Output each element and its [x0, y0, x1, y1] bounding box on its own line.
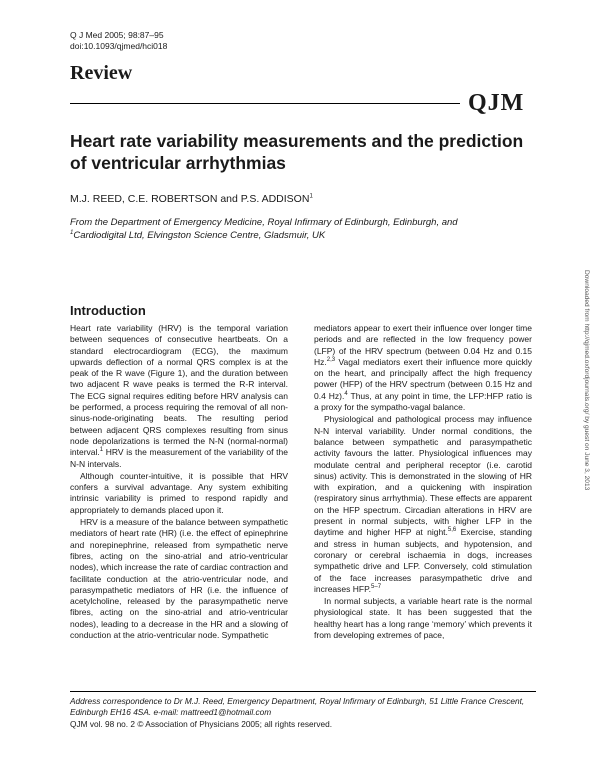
paragraph: In normal subjects, a variable heart rate is the normal physiological state. It has been suggested that the healthy heart has a long range ‘memory’ which prevents it from developing extremes of pace, [314, 596, 532, 641]
footer-rule [70, 691, 536, 692]
paragraph [314, 414, 532, 595]
journal-logo: QJM [468, 90, 525, 116]
text-run: Physiological and pathological process may influence N-N interval variability. Under normal conditions, the balance between sympathetic and parasympathetic activity favours the latter. Physiological influences may modulate central and peripheral receptor (i.e. carotid sinus) activity. This is demonstrated in the slowing of HR with expiration, and a quickening with inspiration (respiratory sinus arrhythmia). These effects are apparent on the HFP spectrum. Circadian alterations in HRV are present in normal subjects, with higher LFP in the daytime and higher HFP at night. [314, 414, 532, 538]
text-run: mediators appear to exert their influence over longer time periods and are reflected in the low frequency power (LFP) of the HRV spectrum (between 0.04 Hz and 0.15 Hz. [314, 323, 532, 367]
download-link[interactable]: http://qjmed.oxfordjournals.org/ [583, 323, 590, 415]
text-run: Thus, at any point in time, the LFP:HFP ratio is a proxy for the sympatho-vagal balance. [314, 390, 532, 413]
text-run: Vagal mediators exert their influence more quickly on the heart, and principally affect the high frequency power (HFP) of the HRV spectrum (between 0.15 Hz and 0.4 Hz). [314, 356, 532, 401]
correspondence-address: Address correspondence to Dr M.J. Reed, Emergency Department, Royal Infirmary of Edinburgh, 51 Little France Crescent, Edinburgh EH16 4SA. e-mail: mattreed1@hotmail.com [70, 696, 525, 717]
download-suffix: by guest on June 3, 2013 [583, 414, 590, 491]
citation-marker: 5,6 [447, 527, 457, 534]
left-column [70, 323, 288, 641]
author-list [70, 193, 313, 205]
text-run: HRV is the measurement of the variability of the N-N intervals. [70, 447, 288, 469]
download-prefix: Downloaded from [583, 270, 590, 324]
affiliation-2: Cardiodigital Ltd, Elvingston Science Centre, Gladsmuir, UK [73, 230, 326, 241]
doi: doi:10.1093/qjmed/hci018 [70, 41, 168, 51]
copyright-line: QJM vol. 98 no. 2 © Association of Physicians 2005; all rights reserved. [70, 719, 333, 729]
paragraph: Although counter-intuitive, it is possible that HRV confers a survival advantage. Any system exhibiting intrinsic variability is primed to respond rapidly and appropriately to demands placed upon it. [70, 470, 288, 515]
paragraph: HRV is a measure of the balance between sympathetic mediators of heart rate (HR) (i.e. the effect of epinephrine and norepinephrine, released from sympathetic nerve fibres, acting on the sino-atrial and atrio-ventricular nodes), which increase the rate of cardiac contraction and facilitate conduction at the atrio-ventricular node, and parasympathetic mediators of HR (i.e. the influence of acetylcholine, released by the parasympathetic nerve fibres, acting on the sino-atrial and atrio-ventricular nodes), leading to a decrease in the HR and a slowing of conduction at the atrio-ventricular node. Sympathetic [70, 517, 288, 641]
journal-citation: Q J Med 2005; 98:87–95 [70, 30, 164, 40]
affiliation-marker: 1 [70, 229, 74, 236]
citation-marker: 4 [344, 390, 348, 397]
right-column [314, 323, 532, 641]
download-notice [583, 270, 590, 490]
author-affil-marker: 1 [309, 193, 313, 200]
affiliation-1: From the Department of Emergency Medicine, Royal Infirmary of Edinburgh, Edinburgh, and [70, 217, 458, 228]
text-run: Exercise, standing and stress in human subjects, and hypotension, and coronary or cerebral ischaemia in dogs, increases sympathetic drive and LFP. Conversely, cold stimulation of the face increases parasympathetic drive and increases HFP. [314, 527, 532, 594]
citation-marker: 5–7 [371, 584, 382, 590]
text-run: Heart rate variability (HRV) is the temporal variation between sequences of consecutive heartbeats. On a standard electrocardiogram (ECG), the maximum upwards deflection of a normal QRS complex is at the peak of the R wave (Figure 1), and the duration between two adjacent R wave peaks is termed the R-R interval. The ECG signal requires editing before HRV analysis can be performed, a process requiring the removal of all non-sinus-node-originating beats. The resulting period between adjacent QRS complexes resulting from sinus node depolarizations is termed the N-N (normal-normal) interval. [70, 323, 288, 458]
paragraph [70, 323, 288, 470]
citation-marker: 2,3 [326, 357, 336, 364]
affiliations [70, 216, 530, 242]
journal-meta [70, 30, 167, 52]
section-heading: Introduction [70, 303, 146, 318]
section-label: Review [70, 62, 133, 84]
header-rule [70, 103, 460, 104]
citation-marker: 1 [99, 447, 104, 454]
article-title: Heart rate variability measurements and the prediction of ventricular arrhythmias [70, 131, 524, 173]
paragraph [314, 323, 532, 413]
authors-text: M.J. REED, C.E. ROBERTSON and P.S. ADDISON [70, 193, 310, 205]
